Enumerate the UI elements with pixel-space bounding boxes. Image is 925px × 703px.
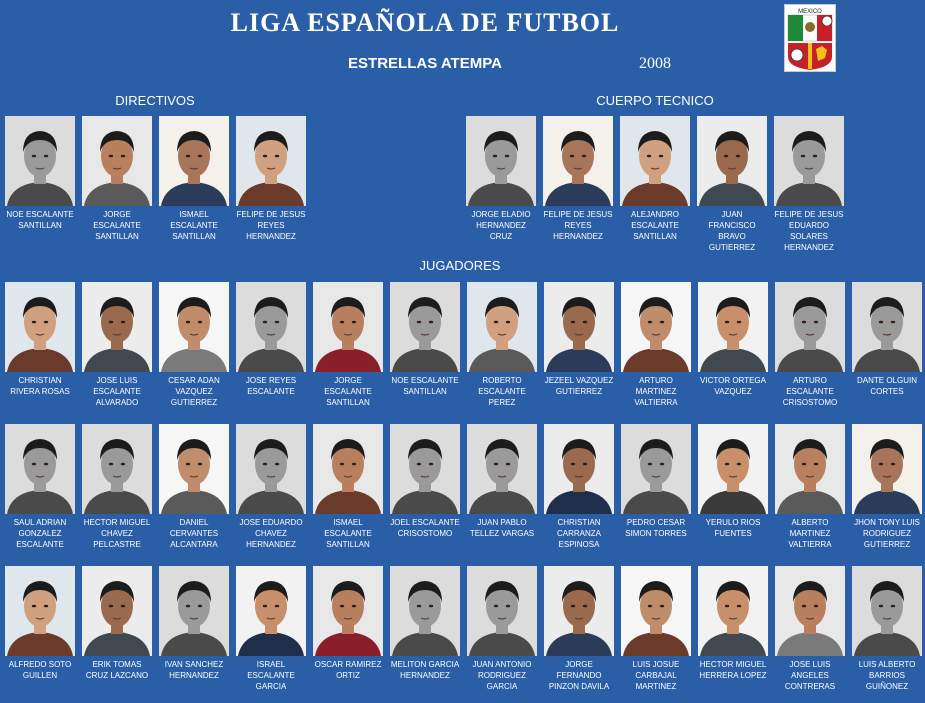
directivo-card (236, 116, 306, 242)
portrait-photo (5, 424, 75, 514)
person-name: ALBERTO MARTINEZ VALTIERRA (788, 518, 832, 549)
portrait-photo (621, 566, 691, 656)
jugador-card (159, 424, 229, 550)
person-name: SAUL ADRIAN GONZALEZ ESCALANTE (13, 518, 67, 549)
portrait-photo (621, 424, 691, 514)
person-name: VICTOR ORTEGA VAZQUEZ (700, 376, 766, 396)
portrait-photo (620, 116, 690, 206)
person-name: JUAN PABLO TELLEZ VARGAS (469, 518, 535, 538)
portrait-photo (698, 566, 768, 656)
person-name: PEDRO CESAR SIMON TORRES (625, 518, 687, 538)
team-name: ESTRELLAS ATEMPA (348, 55, 502, 72)
person-name: JEZEEL VAZQUEZ GUTIERREZ (544, 376, 614, 396)
jugador-card (621, 282, 691, 408)
person-name: ALEJANDRO ESCALANTE SANTILLAN (630, 210, 679, 241)
jugador-card (313, 424, 383, 550)
portrait-photo (544, 566, 614, 656)
jugador-card (698, 282, 768, 397)
portrait-photo (775, 566, 845, 656)
person-name: JOEL ESCALANTE CRISOSTOMO (390, 518, 460, 538)
person-name: LUIS ALBERTO BARRIOS GUIÑONEZ (858, 660, 916, 691)
person-name: ARTURO ESCALANTE CRISOSTOMO (782, 376, 838, 407)
person-name: JORGE ESCALANTE SANTILLAN (324, 376, 372, 407)
person-name: OSCAR RAMIREZ ORTIZ (314, 660, 382, 680)
portrait-photo (621, 282, 691, 372)
portrait-photo (544, 282, 614, 372)
tecnico-card (543, 116, 613, 242)
directivo-card (5, 116, 75, 231)
person-name: JORGE ELADIO HERNANDEZ CRUZ (471, 210, 531, 241)
season-year: 2008 (639, 55, 671, 72)
portrait-photo (697, 116, 767, 206)
jugador-card (467, 282, 537, 408)
person-name: FELIPE DE JESUS REYES HERNANDEZ (543, 210, 613, 241)
jugador-card (313, 566, 383, 681)
person-name: MELITON GARCIA HERNANDEZ (390, 660, 460, 680)
jugador-card (852, 282, 922, 397)
jugador-card (698, 566, 768, 681)
jugador-card (775, 282, 845, 408)
jugador-card (544, 282, 614, 397)
person-name: NOE ESCALANTE SANTILLAN (391, 376, 459, 396)
person-name: YERULO RIOS FUENTES (705, 518, 761, 538)
jugador-card (390, 424, 460, 539)
portrait-photo (390, 282, 460, 372)
tecnico-card (774, 116, 844, 253)
portrait-photo (313, 282, 383, 372)
portrait-photo (5, 282, 75, 372)
person-name: ARTURO MARTINEZ VALTIERRA (634, 376, 678, 407)
jugador-card (236, 282, 306, 397)
person-name: JUAN ANTONIO RODRIGUEZ GARCIA (472, 660, 532, 691)
portrait-photo (159, 424, 229, 514)
portrait-photo (5, 566, 75, 656)
jugador-card (313, 282, 383, 408)
person-name: ERIK TOMAS CRUZ LAZCANO (85, 660, 149, 680)
person-name: IVAN SANCHEZ HERNANDEZ (164, 660, 224, 680)
jugador-card (82, 282, 152, 408)
portrait-photo (82, 566, 152, 656)
portrait-photo (852, 282, 922, 372)
person-name: DANIEL CERVANTES ALCANTARA (169, 518, 219, 549)
jugador-card (621, 424, 691, 539)
person-name: ISRAEL ESCALANTE GARCIA (247, 660, 295, 691)
section-cuerpo-tecnico: CUERPO TECNICO (596, 93, 714, 108)
person-name: ISMAEL ESCALANTE SANTILLAN (170, 210, 218, 241)
person-name: HECTOR MIGUEL CHAVEZ PELCASTRE (83, 518, 151, 549)
portrait-photo (467, 282, 537, 372)
portrait-photo (544, 424, 614, 514)
tecnico-card (620, 116, 690, 242)
jugador-card (82, 566, 152, 681)
portrait-photo (466, 116, 536, 206)
person-name: ISMAEL ESCALANTE SANTILLAN (324, 518, 372, 549)
person-name: CHRISTIAN RIVERA ROSAS (10, 376, 70, 396)
person-name: DANTE OLGUIN CORTES (856, 376, 917, 396)
jugador-card (159, 282, 229, 408)
portrait-photo (467, 566, 537, 656)
person-name: JORGE ESCALANTE SANTILLAN (93, 210, 141, 241)
portrait-photo (390, 424, 460, 514)
jugador-card (698, 424, 768, 539)
person-name: CESAR ADAN VAZQUEZ GUTIERREZ (168, 376, 220, 407)
jugador-card (5, 282, 75, 397)
portrait-photo (82, 116, 152, 206)
person-name: JUAN FRANCISCO BRAVO GUTIERREZ (708, 210, 756, 252)
person-name: JHON TONY LUIS RODRIGUEZ GUTIERREZ (854, 518, 920, 549)
jugador-card (775, 424, 845, 550)
section-directivos: DIRECTIVOS (115, 93, 195, 108)
portrait-photo (775, 282, 845, 372)
directivo-card (159, 116, 229, 242)
jugador-card (852, 566, 922, 692)
person-name: CHRISTIAN CARRANZA ESPINOSA (556, 518, 601, 549)
person-name: JOSE LUIS ANGELES CONTRERAS (784, 660, 836, 691)
portrait-photo (698, 424, 768, 514)
portrait-photo (159, 116, 229, 206)
person-name: FELIPE DE JESUS REYES HERNANDEZ (236, 210, 306, 241)
portrait-photo (159, 566, 229, 656)
jugador-card (852, 424, 922, 550)
portrait-photo (82, 282, 152, 372)
section-jugadores: JUGADORES (419, 258, 501, 273)
portrait-photo (236, 424, 306, 514)
person-name: JOSE LUIS ESCALANTE ALVARADO (93, 376, 141, 407)
svg-text:MEXICO: MEXICO (798, 9, 822, 15)
portrait-photo (852, 566, 922, 656)
jugador-card (544, 566, 614, 692)
person-name: JOSE EDUARDO CHAVEZ HERNANDEZ (239, 518, 303, 549)
jugador-card (544, 424, 614, 550)
portrait-photo (159, 282, 229, 372)
jugador-card (236, 566, 306, 692)
jugador-card (159, 566, 229, 681)
tecnico-card (697, 116, 767, 253)
jugador-card (236, 424, 306, 550)
person-name: ROBERTO ESCALANTE PEREZ (478, 376, 526, 407)
person-name: FELIPE DE JESUS EDUARDO SOLARES HERNANDEZ (774, 210, 844, 252)
directivo-card (82, 116, 152, 242)
team-crest-logo (784, 4, 836, 72)
jugador-card (775, 566, 845, 692)
portrait-photo (236, 116, 306, 206)
person-name: LUIS JOSUE CARBAJAL MARTINEZ (632, 660, 680, 691)
portrait-photo (698, 282, 768, 372)
portrait-photo (774, 116, 844, 206)
jugador-card (82, 424, 152, 550)
jugador-card (390, 282, 460, 397)
portrait-photo (236, 282, 306, 372)
tecnico-card (466, 116, 536, 242)
jugador-card (390, 566, 460, 681)
person-name: HECTOR MIGUEL HERRERA LOPEZ (699, 660, 767, 680)
page-title: LIGA ESPAÑOLA DE FUTBOL (230, 8, 620, 37)
person-name: NOE ESCALANTE SANTILLAN (6, 210, 74, 230)
jugador-card (467, 424, 537, 539)
portrait-photo (313, 566, 383, 656)
portrait-photo (390, 566, 460, 656)
portrait-photo (467, 424, 537, 514)
person-name: JOSE REYES ESCALANTE (245, 376, 297, 396)
person-name: ALFREDO SOTO GUILLEN (8, 660, 72, 680)
jugador-card (5, 424, 75, 550)
portrait-photo (5, 116, 75, 206)
portrait-photo (313, 424, 383, 514)
person-name: JORGE FERNANDO PINZON DAVILA (548, 660, 610, 691)
portrait-photo (236, 566, 306, 656)
portrait-photo (775, 424, 845, 514)
portrait-photo (852, 424, 922, 514)
jugador-card (467, 566, 537, 692)
jugador-card (5, 566, 75, 681)
jugador-card (621, 566, 691, 692)
portrait-photo (82, 424, 152, 514)
portrait-photo (543, 116, 613, 206)
